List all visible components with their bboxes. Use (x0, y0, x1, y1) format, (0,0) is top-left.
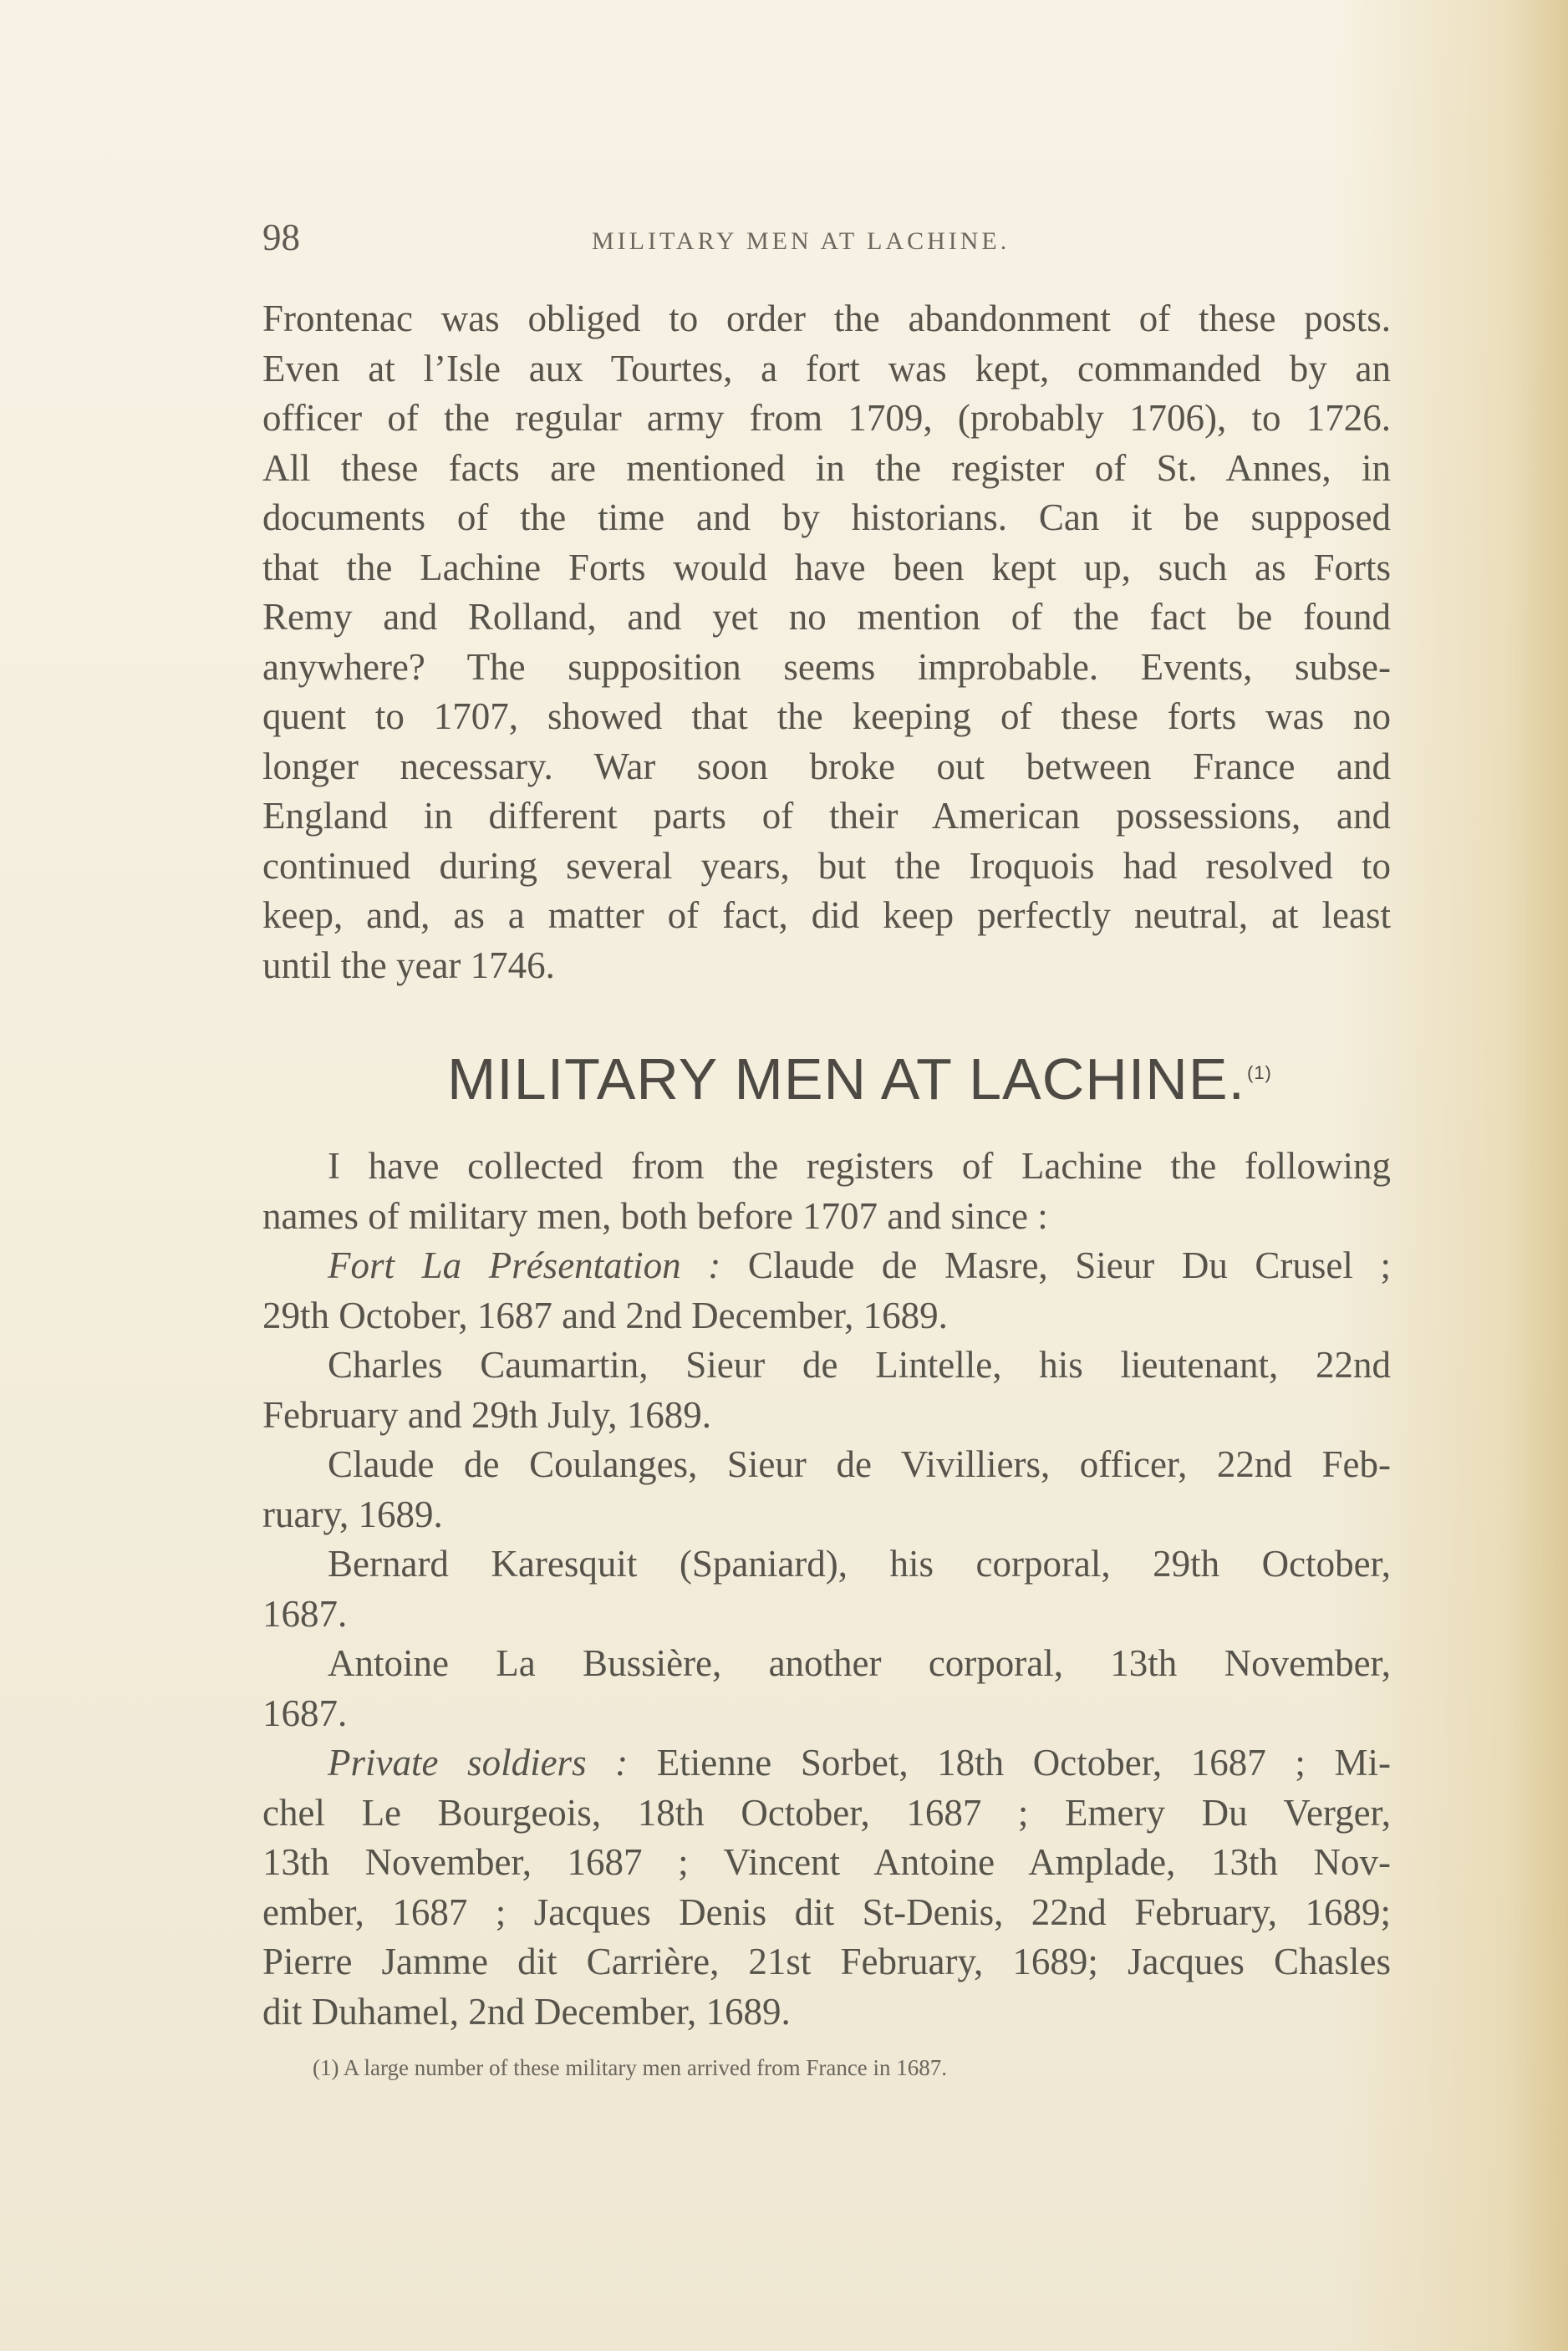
text-line: 1687. (262, 1692, 348, 1734)
text-line: chel Le Bourgeois, 18th October, 1687 ; Emery Du Verger, (262, 1791, 1391, 1834)
text-line: Charles Caumartin, Sieur de Lintelle, his lieutenant, 22nd (328, 1344, 1391, 1386)
text-line: Frontenac was obliged to order the abandonment of these posts. (262, 298, 1391, 339)
text-line: documents of the time and by historians. Can it be supposed (262, 496, 1391, 538)
text-line: Pierre Jamme dit Carrière, 21st February, 1689; Jacques Chasles (262, 1941, 1391, 1982)
fort-entry-text: Claude de Masre, Sieur Du Crusel ; (747, 1244, 1391, 1286)
text-line: England in different parts of their American possessions, and (262, 795, 1391, 837)
section-title-text: MILITARY MEN AT LACHINE. (447, 1046, 1245, 1112)
paragraph-frontenac (262, 294, 1391, 990)
text-line: continued during several years, but the Iroquois had resolved to (262, 844, 1391, 887)
footnote-marker: (1) (1247, 1061, 1272, 1083)
text-line: ember, 1687 ; Jacques Denis dit St-Denis, 22nd February, 1689; (262, 1890, 1391, 1933)
text-line: 29th October, 1687 and 2nd December, 1689. (262, 1294, 948, 1336)
private-soldiers-text: Etienne Sorbet, 18th October, 1687 ; Mi- (656, 1742, 1391, 1784)
text-line: officer of the regular army from 1709, (probably 1706), to 1726. (262, 397, 1391, 439)
footnote: (1) A large number of these military men arrived from France in 1687. (313, 2055, 948, 2080)
text-line: February and 29th July, 1689. (262, 1393, 712, 1436)
fort-entry-line (262, 1241, 1391, 1291)
fort-label: Fort La Présentation : (328, 1244, 721, 1286)
text-line: Bernard Karesquit (Spaniard), his corporal, 29th October, (328, 1543, 1391, 1585)
text-line: ruary, 1689. (262, 1493, 443, 1535)
text-line: dit Duhamel, 2nd December, 1689. (262, 1990, 791, 2033)
text-line: anywhere? The supposition seems improbable. Events, subse- (262, 645, 1391, 688)
text-line: longer necessary. War soon broke out between France and (262, 745, 1391, 787)
text-line: Remy and Rolland, and yet no mention of the fact be found (262, 596, 1391, 638)
text-line: 13th November, 1687 ; Vincent Antoine Amplade, 13th Nov- (262, 1841, 1391, 1883)
private-soldiers-line (262, 1738, 1391, 1789)
text-line: that the Lachine Forts would have been kept up, such as Forts (262, 546, 1391, 588)
text-line: Antoine La Bussière, another corporal, 13th November, (328, 1642, 1391, 1684)
text-line: quent to 1707, showed that the keeping of these forts was no (262, 695, 1391, 737)
section-title (447, 1046, 1272, 1112)
text-line: names of military men, both before 1707 and since : (262, 1194, 1048, 1237)
page-header (262, 216, 1391, 277)
page-number: 98 (262, 216, 300, 258)
text-line: All these facts are mentioned in the register of St. Annes, in (262, 446, 1391, 489)
text-line: keep, and, as a matter of fact, did keep perfectly neutral, at least (262, 894, 1391, 936)
text-line: Even at l’Isle aux Tourtes, a fort was kept, commanded by an (262, 347, 1391, 389)
text-line: Claude de Coulanges, Sieur de Vivilliers, officer, 22nd Feb- (328, 1443, 1391, 1485)
text-line: 1687. (262, 1592, 348, 1635)
text-line: I have collected from the registers of Lachine the following (328, 1145, 1391, 1187)
military-men-list (262, 1142, 1391, 2037)
text-line: until the year 1746. (262, 944, 555, 986)
running-title: MILITARY MEN AT LACHINE. (592, 227, 1011, 255)
private-soldiers-label: Private soldiers : (328, 1742, 629, 1784)
